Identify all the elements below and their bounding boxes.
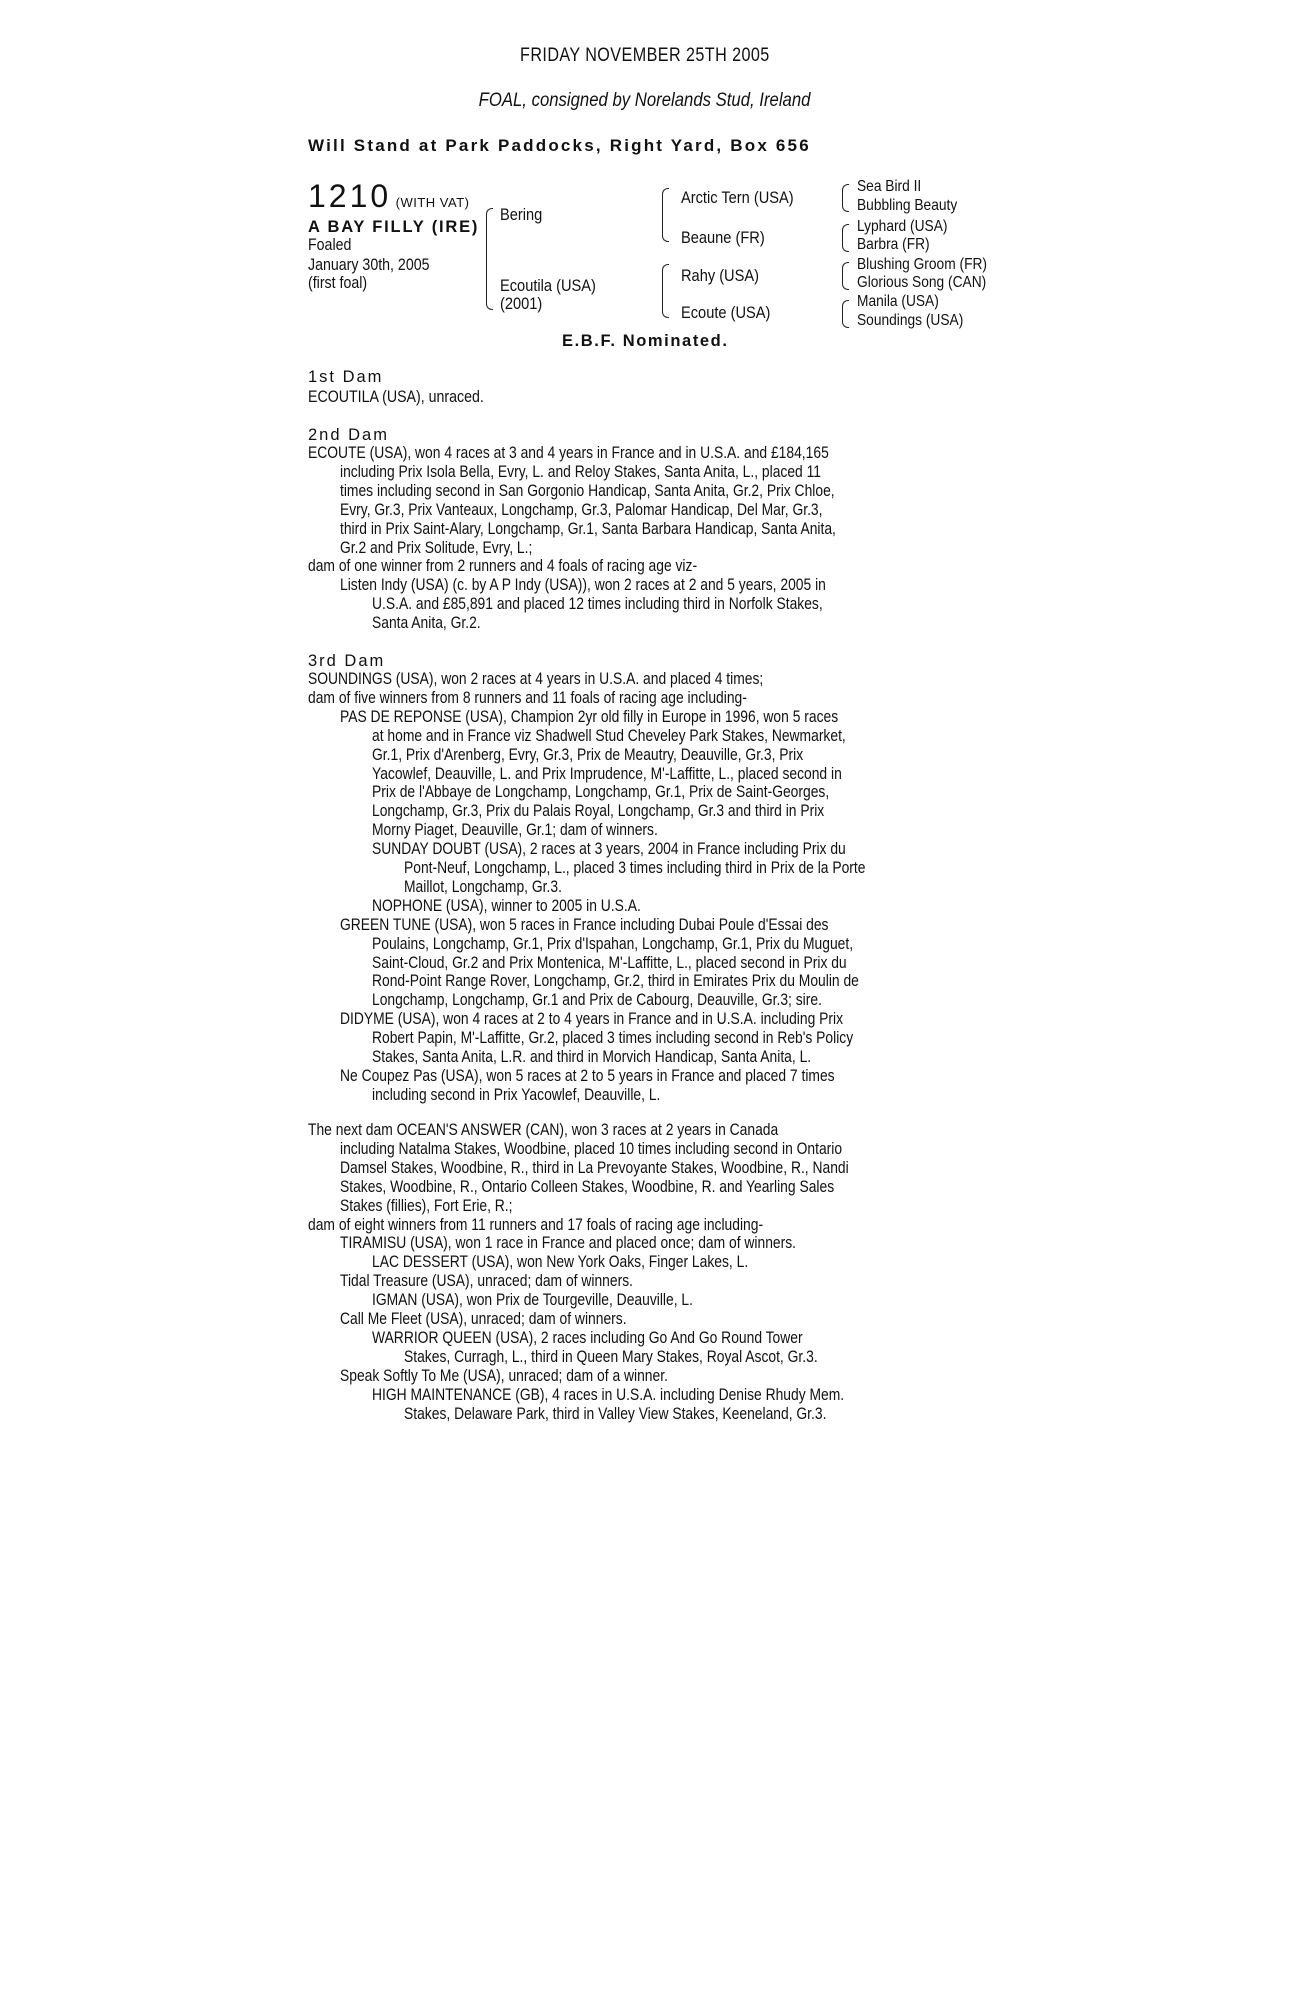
- lot-heading: [308, 178, 469, 215]
- sdd: Barbra (FR): [857, 236, 930, 253]
- pedigree-brace-dam: [662, 264, 669, 318]
- sire-dam: Beaune (FR): [681, 228, 765, 247]
- second-dam-line: including Prix Isola Bella, Evry, L. and Reloy Stakes, Santa Anita, L., placed 11: [340, 462, 822, 481]
- first-dam-text: ECOUTILA (USA), unraced.: [308, 388, 484, 406]
- next-dam-line: Tidal Treasure (USA), unraced; dam of winners.: [340, 1272, 633, 1291]
- second-dam-line: dam of one winner from 2 runners and 4 foals of racing age viz-: [308, 557, 698, 576]
- pedigree-brace-dd: [842, 300, 849, 328]
- horse-name: A BAY FILLY (IRE): [308, 218, 480, 236]
- pedigree-brace-main: [486, 208, 493, 310]
- next-dam-line: Damsel Stakes, Woodbine, R., third in La Prevoyante Stakes, Woodbine, R., Nandi: [340, 1158, 849, 1177]
- second-dam-line: ECOUTE (USA), won 4 races at 3 and 4 years in France and in U.S.A. and £184,165: [308, 444, 829, 462]
- pedigree-brace-ss: [842, 184, 849, 212]
- third-dam-line: Saint-Cloud, Gr.2 and Prix Montenica, M'-Laffitte, L., placed second in Prix du: [372, 953, 847, 972]
- third-dam-line: PAS DE REPONSE (USA), Champion 2yr old filly in Europe in 1996, won 5 races: [340, 707, 839, 726]
- next-dam-line: WARRIOR QUEEN (USA), 2 races including Go And Go Round Tower: [372, 1328, 803, 1347]
- sss: Sea Bird II: [857, 178, 922, 195]
- third-dam-line: Robert Papin, M'-Laffitte, Gr.2, placed 3 times including second in Reb's Policy: [372, 1029, 854, 1048]
- third-dam-line: Stakes, Santa Anita, L.R. and third in Morvich Handicap, Santa Anita, L.: [372, 1048, 812, 1066]
- second-dam-heading: 2nd Dam: [308, 426, 389, 444]
- dam-sire: Rahy (USA): [681, 266, 759, 285]
- next-dam-line: dam of eight winners from 11 runners and 17 foals of racing age including-: [308, 1215, 764, 1234]
- first-foal-note: (first foal): [308, 274, 368, 292]
- next-dam-line: HIGH MAINTENANCE (GB), 4 races in U.S.A. including Denise Rhudy Mem.: [372, 1385, 845, 1404]
- third-dam-line: Yacowlef, Deauville, L. and Prix Imprudence, M'-Laffitte, L., placed second in: [372, 764, 842, 783]
- sire-sire: Arctic Tern (USA): [681, 188, 794, 207]
- consignor-line: FOAL, consigned by Norelands Stud, Ireland: [479, 90, 811, 111]
- third-dam-line: Rond-Point Range Rover, Longchamp, Gr.2, third in Emirates Prix du Moulin de: [372, 972, 859, 991]
- next-dam-line: including Natalma Stakes, Woodbine, placed 10 times including second in Ontario: [340, 1139, 843, 1158]
- third-dam-line: Longchamp, Longchamp, Gr.1 and Prix de Cabourg, Deauville, Gr.3; sire.: [372, 991, 822, 1010]
- next-dam-line: Stakes, Curragh, L., third in Queen Mary Stakes, Royal Ascot, Gr.3.: [404, 1347, 818, 1366]
- sds: Lyphard (USA): [857, 218, 948, 235]
- ebf-note: E.B.F. Nominated.: [562, 332, 729, 350]
- foaled-date: January 30th, 2005: [308, 256, 430, 274]
- next-dam-line: Stakes (fillies), Fort Erie, R.;: [340, 1196, 513, 1215]
- dsd: Glorious Song (CAN): [857, 274, 987, 291]
- ssd: Bubbling Beauty: [857, 197, 958, 214]
- third-dam-line: dam of five winners from 8 runners and 11 foals of racing age including-: [308, 688, 747, 707]
- third-dam-line: NOPHONE (USA), winner to 2005 in U.S.A.: [372, 896, 641, 915]
- pedigree-brace-ds: [842, 262, 849, 290]
- stand-line: Will Stand at Park Paddocks, Right Yard, Box 656: [308, 136, 811, 155]
- dss: Blushing Groom (FR): [857, 256, 987, 273]
- third-dam-line: DIDYME (USA), won 4 races at 2 to 4 years in France and in U.S.A. including Prix: [340, 1010, 844, 1029]
- lot-number: 1210: [308, 178, 392, 214]
- sale-date: FRIDAY NOVEMBER 25TH 2005: [520, 45, 770, 66]
- foaled-label: Foaled: [308, 236, 352, 254]
- third-dam-line: Longchamp, Gr.3, Prix du Palais Royal, Longchamp, Gr.3 and third in Prix: [372, 802, 825, 821]
- third-dam-line: SOUNDINGS (USA), won 2 races at 4 years in U.S.A. and placed 4 times;: [308, 670, 764, 688]
- second-dam-line: Evry, Gr.3, Prix Vanteaux, Longchamp, Gr.3, Palomar Handicap, Del Mar, Gr.3,: [340, 500, 823, 519]
- sire-name: Bering: [500, 205, 543, 224]
- next-dam-line: LAC DESSERT (USA), won New York Oaks, Finger Lakes, L.: [372, 1253, 749, 1272]
- first-dam-heading: 1st Dam: [308, 368, 384, 386]
- pedigree-brace-sd: [842, 224, 849, 252]
- third-dam-heading: 3rd Dam: [308, 652, 386, 670]
- third-dam-line: Ne Coupez Pas (USA), won 5 races at 2 to 5 years in France and placed 7 times: [340, 1066, 835, 1085]
- third-dam-line: at home and in France viz Shadwell Stud Cheveley Park Stakes, Newmarket,: [372, 726, 846, 745]
- second-dam-line: third in Prix Saint-Alary, Longchamp, Gr.1, Santa Barbara Handicap, Santa Anita,: [340, 519, 836, 538]
- ddd: Soundings (USA): [857, 312, 964, 329]
- dds: Manila (USA): [857, 293, 939, 310]
- third-dam-line: Maillot, Longchamp, Gr.3.: [404, 877, 562, 896]
- next-dam-line: IGMAN (USA), won Prix de Tourgeville, Deauville, L.: [372, 1291, 693, 1310]
- third-dam-line: Pont-Neuf, Longchamp, L., placed 3 times including third in Prix de la Porte: [404, 859, 866, 877]
- second-dam-line: U.S.A. and £85,891 and placed 12 times including third in Norfolk Stakes,: [372, 595, 823, 614]
- dam-year: (2001): [500, 294, 543, 313]
- pedigree-brace-sire: [662, 188, 669, 242]
- next-dam-line: The next dam OCEAN'S ANSWER (CAN), won 3 races at 2 years in Canada: [308, 1121, 779, 1139]
- second-dam-line: Santa Anita, Gr.2.: [372, 614, 481, 633]
- third-dam-line: Poulains, Longchamp, Gr.1, Prix d'Ispahan, Longchamp, Gr.1, Prix du Muguet,: [372, 934, 854, 953]
- next-dam-line: Stakes, Delaware Park, third in Valley View Stakes, Keeneland, Gr.3.: [404, 1404, 827, 1423]
- second-dam-line: times including second in San Gorgonio Handicap, Santa Anita, Gr.2, Prix Chloe,: [340, 481, 835, 500]
- next-dam-line: Call Me Fleet (USA), unraced; dam of winners.: [340, 1310, 627, 1328]
- next-dam-line: TIRAMISU (USA), won 1 race in France and placed once; dam of winners.: [340, 1234, 797, 1253]
- dam-name: Ecoutila (USA): [500, 276, 596, 295]
- dam-dam: Ecoute (USA): [681, 303, 771, 322]
- second-dam-line: Gr.2 and Prix Solitude, Evry, L.;: [340, 538, 533, 557]
- third-dam-line: including second in Prix Yacowlef, Deauville, L.: [372, 1085, 661, 1104]
- third-dam-line: GREEN TUNE (USA), won 5 races in France including Dubai Poule d'Essai des: [340, 915, 829, 934]
- next-dam-line: Speak Softly To Me (USA), unraced; dam of a winner.: [340, 1366, 668, 1385]
- third-dam-line: Gr.1, Prix d'Arenberg, Evry, Gr.3, Prix de Meautry, Deauville, Gr.3, Prix: [372, 745, 804, 764]
- vat-note: (WITH VAT): [395, 195, 470, 210]
- second-dam-line: Listen Indy (USA) (c. by A P Indy (USA)), won 2 races at 2 and 5 years, 2005 in: [340, 576, 826, 595]
- third-dam-line: Morny Piaget, Deauville, Gr.1; dam of winners.: [372, 821, 658, 840]
- third-dam-line: Prix de l'Abbaye de Longchamp, Longchamp, Gr.1, Prix de Saint-Georges,: [372, 783, 830, 802]
- third-dam-line: SUNDAY DOUBT (USA), 2 races at 3 years, 2004 in France including Prix du: [372, 840, 846, 859]
- next-dam-line: Stakes, Woodbine, R., Ontario Colleen Stakes, Woodbine, R. and Yearling Sales: [340, 1177, 835, 1196]
